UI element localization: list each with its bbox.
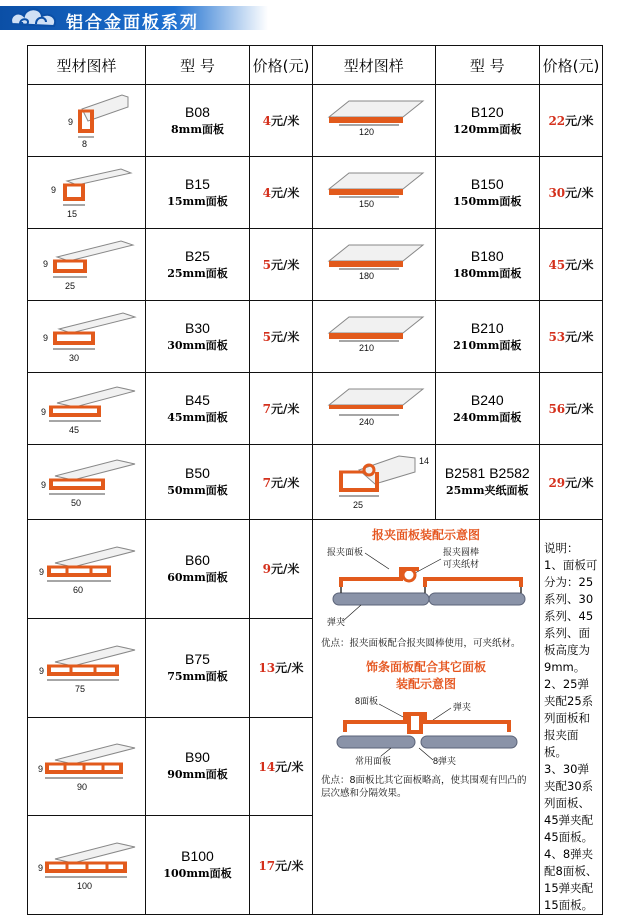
header-model-right: 型 号 bbox=[435, 46, 539, 85]
price-cell bbox=[250, 85, 313, 157]
label-clip: 弹夹 bbox=[327, 617, 346, 627]
profile-image bbox=[28, 816, 146, 915]
price-unit: 元/米 bbox=[270, 114, 300, 128]
price-cell bbox=[540, 373, 603, 445]
price-cell bbox=[250, 717, 313, 816]
model-cell bbox=[146, 373, 250, 445]
profile-b15-icon bbox=[37, 159, 137, 223]
model-cell bbox=[435, 373, 539, 445]
table-row bbox=[28, 373, 603, 445]
price-unit: 元/米 bbox=[565, 475, 594, 490]
profile-b75-icon bbox=[37, 634, 137, 698]
svg-text:9: 9 bbox=[37, 764, 43, 775]
header-image: 型材图样 bbox=[28, 46, 146, 85]
profile-b2581-icon bbox=[319, 448, 429, 512]
explanation-cell bbox=[540, 520, 603, 915]
model-cell bbox=[146, 157, 250, 229]
model-code: B25 bbox=[185, 247, 210, 264]
model-desc: 8mm面板 bbox=[171, 122, 224, 136]
profile-b100-icon bbox=[37, 831, 137, 895]
price-unit: 元/米 bbox=[565, 402, 594, 416]
model-cell bbox=[146, 520, 250, 619]
label-8-panel: 8面板 bbox=[355, 696, 379, 706]
model-code: B30 bbox=[185, 319, 210, 336]
svg-text:240: 240 bbox=[358, 416, 374, 427]
svg-text:9: 9 bbox=[38, 566, 44, 577]
svg-text:25: 25 bbox=[64, 280, 75, 291]
label-8-clip: 8弹夹 bbox=[433, 756, 457, 766]
model-code: B150 bbox=[470, 175, 504, 192]
price-value: 29 bbox=[548, 475, 566, 490]
price-unit: 元/米 bbox=[270, 186, 300, 200]
label-clip-panel: 报夹面板 bbox=[327, 547, 364, 557]
header-price-right: 价格(元) bbox=[540, 46, 603, 85]
diagram2-note: 优点：8面板比其它面板略高，使其围观有凹凸的层次感和分隔效果。 bbox=[321, 775, 527, 799]
price-unit: 元/米 bbox=[270, 475, 300, 490]
price-value: 14 bbox=[258, 759, 276, 774]
model-code: B60 bbox=[185, 551, 210, 568]
profile-image bbox=[28, 301, 146, 373]
profile-image bbox=[313, 373, 436, 445]
table-row bbox=[28, 229, 603, 301]
model-code: B45 bbox=[185, 391, 210, 408]
model-code: B2581 B2582 bbox=[444, 465, 530, 481]
model-desc: 45mm面板 bbox=[167, 410, 228, 424]
profile-b25-icon bbox=[37, 231, 137, 295]
model-cell bbox=[435, 445, 539, 520]
model-desc: 100mm面板 bbox=[163, 867, 232, 881]
model-desc: 30mm面板 bbox=[167, 338, 228, 352]
price-value: 13 bbox=[258, 661, 276, 676]
model-desc: 90mm面板 bbox=[167, 768, 228, 782]
clip-panel-assembly-diagram bbox=[321, 543, 531, 633]
price-cell bbox=[250, 445, 313, 520]
price-cell bbox=[250, 520, 313, 619]
model-desc: 50mm面板 bbox=[167, 484, 228, 497]
table-row bbox=[28, 85, 603, 157]
diagram2-title: 饰条面板配合其它面板 bbox=[365, 660, 486, 674]
profile-b150-icon bbox=[319, 159, 429, 223]
table-row bbox=[28, 520, 603, 619]
svg-text:120: 120 bbox=[358, 126, 374, 137]
price-value: 4 bbox=[262, 114, 271, 128]
profile-image bbox=[28, 85, 146, 157]
svg-text:9: 9 bbox=[37, 863, 43, 874]
svg-text:9: 9 bbox=[40, 480, 46, 490]
model-code: B210 bbox=[470, 319, 504, 336]
svg-text:180: 180 bbox=[358, 270, 374, 281]
profile-image bbox=[28, 373, 146, 445]
label-common-panel: 常用面板 bbox=[355, 756, 392, 766]
explain-line: 1、面板可分为：25系列、30系列、45系列、面板高度为9mm。 bbox=[544, 558, 598, 674]
price-cell bbox=[250, 816, 313, 915]
explain-line: 3、30弹夹配30系列面板、45弹夹配45面板。 bbox=[544, 762, 594, 844]
cloud-logo-icon bbox=[6, 2, 62, 36]
diagram1-title: 报夹面板装配示意图 bbox=[371, 528, 480, 542]
svg-text:45: 45 bbox=[68, 424, 79, 435]
model-cell bbox=[435, 229, 539, 301]
model-cell bbox=[146, 229, 250, 301]
price-cell bbox=[250, 229, 313, 301]
model-code: B120 bbox=[470, 103, 504, 120]
svg-text:150: 150 bbox=[358, 198, 374, 209]
price-cell bbox=[250, 157, 313, 229]
model-code: B240 bbox=[470, 391, 504, 408]
model-cell bbox=[435, 85, 539, 157]
price-cell bbox=[540, 445, 603, 520]
model-cell bbox=[146, 445, 250, 520]
price-unit: 元/米 bbox=[270, 330, 300, 344]
svg-text:100: 100 bbox=[76, 881, 92, 892]
svg-text:14: 14 bbox=[418, 456, 429, 466]
price-cell bbox=[250, 618, 313, 717]
profile-b120-icon bbox=[319, 87, 429, 151]
label-clip-rod: 报夹圆棒 bbox=[443, 547, 480, 557]
section-header bbox=[0, 0, 630, 38]
price-value: 4 bbox=[262, 186, 271, 200]
table-row bbox=[28, 301, 603, 373]
price-value: 30 bbox=[548, 186, 566, 200]
profile-image bbox=[28, 618, 146, 717]
table-row bbox=[28, 445, 603, 520]
model-cell bbox=[435, 157, 539, 229]
svg-text:15: 15 bbox=[66, 208, 77, 219]
model-code: B15 bbox=[185, 175, 210, 192]
model-code: B08 bbox=[185, 103, 210, 120]
profile-image bbox=[28, 157, 146, 229]
diagram1-note: 优点：报夹面板配合报夹圆棒使用，可夹纸材。 bbox=[321, 638, 521, 649]
model-desc: 180mm面板 bbox=[453, 266, 522, 280]
price-cell bbox=[540, 157, 603, 229]
svg-text:9: 9 bbox=[67, 116, 73, 127]
price-cell bbox=[250, 301, 313, 373]
price-table bbox=[27, 45, 603, 915]
header-image-right: 型材图样 bbox=[313, 46, 436, 85]
price-value: 9 bbox=[262, 562, 271, 577]
table-header-row bbox=[28, 46, 603, 85]
price-unit: 元/米 bbox=[270, 402, 300, 416]
price-unit: 元/米 bbox=[275, 759, 304, 774]
model-desc: 60mm面板 bbox=[167, 570, 228, 584]
svg-text:9: 9 bbox=[42, 258, 48, 269]
svg-text:50: 50 bbox=[70, 498, 81, 508]
price-value: 7 bbox=[262, 402, 271, 416]
price-unit: 元/米 bbox=[270, 562, 300, 577]
assembly-diagrams bbox=[313, 520, 540, 915]
model-desc: 150mm面板 bbox=[453, 194, 522, 208]
model-desc: 210mm面板 bbox=[453, 338, 522, 352]
model-code: B50 bbox=[185, 465, 210, 481]
model-desc: 75mm面板 bbox=[167, 669, 228, 683]
profile-b240-icon bbox=[319, 375, 429, 439]
model-desc: 25mm夹纸面板 bbox=[445, 484, 529, 497]
profile-image bbox=[28, 520, 146, 619]
model-code: B90 bbox=[185, 749, 210, 766]
model-desc: 15mm面板 bbox=[167, 194, 228, 208]
price-unit: 元/米 bbox=[565, 330, 594, 344]
profile-b60-icon bbox=[37, 535, 137, 599]
header-model: 型 号 bbox=[146, 46, 250, 85]
price-value: 56 bbox=[548, 402, 566, 416]
profile-b45-icon bbox=[37, 375, 137, 439]
profile-b180-icon bbox=[319, 231, 429, 295]
svg-text:60: 60 bbox=[72, 584, 83, 595]
model-desc: 25mm面板 bbox=[167, 266, 228, 280]
price-value: 17 bbox=[258, 858, 276, 873]
model-code: B180 bbox=[470, 247, 504, 264]
svg-text:9: 9 bbox=[50, 184, 56, 195]
price-unit: 元/米 bbox=[275, 661, 304, 676]
svg-text:9: 9 bbox=[42, 332, 48, 343]
svg-text:9: 9 bbox=[38, 665, 44, 676]
profile-image bbox=[313, 301, 436, 373]
price-cell bbox=[540, 85, 603, 157]
model-cell bbox=[146, 717, 250, 816]
model-desc: 120mm面板 bbox=[453, 122, 522, 136]
profile-b30-icon bbox=[37, 303, 137, 367]
label-clip-rod2: 可夹纸材 bbox=[443, 559, 480, 569]
price-value: 45 bbox=[548, 258, 566, 272]
price-unit: 元/米 bbox=[565, 114, 594, 128]
table-row bbox=[28, 157, 603, 229]
price-value: 53 bbox=[548, 330, 566, 344]
profile-b50-icon bbox=[37, 448, 137, 512]
price-cell bbox=[250, 373, 313, 445]
label-clip2: 弹夹 bbox=[453, 702, 472, 712]
diagram2-title2: 装配示意图 bbox=[395, 677, 456, 691]
svg-text:90: 90 bbox=[76, 782, 87, 793]
profile-image bbox=[313, 229, 436, 301]
profile-image bbox=[313, 445, 436, 520]
svg-text:8: 8 bbox=[81, 138, 87, 149]
svg-text:9: 9 bbox=[40, 406, 46, 417]
svg-text:210: 210 bbox=[358, 342, 374, 353]
profile-b90-icon bbox=[37, 732, 137, 796]
explain-line: 2、25弹夹配25系列面板和报夹面板。 bbox=[544, 677, 594, 759]
explain-heading: 说明： bbox=[544, 541, 579, 555]
price-value: 5 bbox=[262, 330, 271, 344]
model-cell bbox=[146, 816, 250, 915]
profile-image bbox=[313, 85, 436, 157]
price-unit: 元/米 bbox=[270, 258, 300, 272]
page-title: 铝合金面板系列 bbox=[66, 13, 199, 33]
profile-image bbox=[28, 445, 146, 520]
profile-image bbox=[313, 157, 436, 229]
model-code: B75 bbox=[185, 650, 210, 667]
price-unit: 元/米 bbox=[275, 858, 304, 873]
profile-b08-icon bbox=[42, 87, 132, 151]
price-value: 22 bbox=[548, 114, 566, 128]
price-cell bbox=[540, 301, 603, 373]
model-cell bbox=[146, 618, 250, 717]
model-cell bbox=[435, 301, 539, 373]
profile-image bbox=[28, 229, 146, 301]
explain-line: 4、8弹夹配8面板、15弹夹配15面板。 bbox=[544, 847, 598, 912]
price-unit: 元/米 bbox=[565, 186, 594, 200]
model-code: B100 bbox=[181, 848, 214, 865]
svg-text:30: 30 bbox=[68, 352, 79, 363]
model-desc: 240mm面板 bbox=[453, 410, 522, 424]
price-cell bbox=[540, 229, 603, 301]
model-cell bbox=[146, 301, 250, 373]
svg-text:75: 75 bbox=[74, 683, 85, 694]
header-price: 价格(元) bbox=[250, 46, 313, 85]
svg-text:25: 25 bbox=[352, 500, 363, 510]
profile-b210-icon bbox=[319, 303, 429, 367]
profile-image bbox=[28, 717, 146, 816]
model-cell bbox=[146, 85, 250, 157]
price-value: 5 bbox=[262, 258, 271, 272]
price-value: 7 bbox=[262, 475, 271, 490]
price-unit: 元/米 bbox=[565, 258, 594, 272]
trim-panel-assembly-diagram bbox=[321, 692, 531, 770]
